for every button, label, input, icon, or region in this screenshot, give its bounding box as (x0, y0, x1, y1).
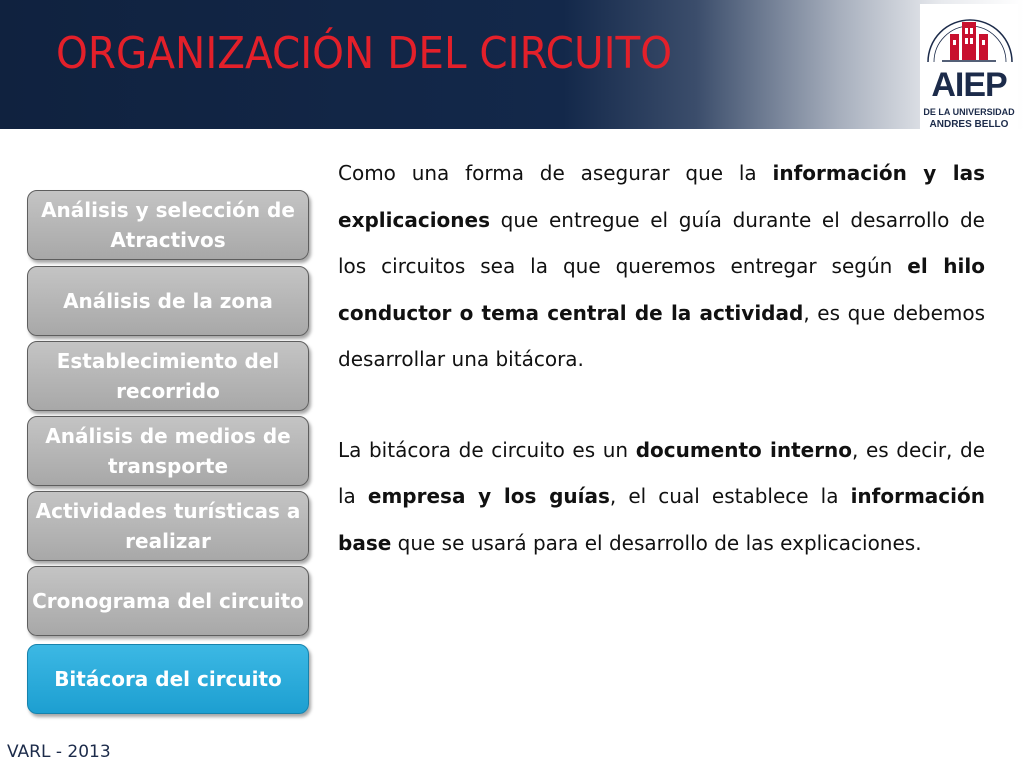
step-label: Establecimiento del recorrido (56, 349, 280, 403)
body-text (338, 150, 985, 566)
bold-run: el hilo conductor o tema central de la actividad (338, 254, 985, 325)
text-run: La bitácora de circuito es un (338, 437, 636, 462)
bold-run: documento interno (635, 437, 853, 462)
step-medios-transporte[interactable] (27, 416, 309, 486)
text-run: que entregue el guía durante el desarrollo de los circuitos sea la que queremos entregar según (338, 207, 985, 278)
header-banner (0, 0, 1024, 129)
paragraph-1 (338, 150, 985, 383)
step-label: Actividades turísticas a realizar (35, 499, 301, 553)
step-label: Análisis y selección de Atractivos (41, 198, 295, 252)
step-label: Bitácora del circuito (54, 667, 282, 691)
step-label: Análisis de la zona (63, 289, 273, 313)
step-bitacora-active[interactable] (27, 644, 309, 714)
step-analisis-zona[interactable] (27, 266, 309, 336)
step-establecimiento-recorrido[interactable] (27, 341, 309, 411)
slide-title: ORGANIZACIÓN DEL CIRCUITO (56, 28, 673, 79)
step-analisis-seleccion[interactable] (27, 190, 309, 260)
bold-run: información y las explicaciones (338, 161, 985, 232)
step-label: Análisis de medios de transporte (45, 424, 291, 478)
aiep-logo (920, 4, 1018, 129)
text-run: , el cual establece la (609, 484, 851, 508)
bold-run: empresa y los guías (367, 484, 610, 508)
text-run: , es decir, de la (338, 437, 985, 508)
logo-wordmark: AIEP (931, 66, 1007, 104)
paragraph-2 (338, 427, 985, 567)
text-run: que se usará para el desarrollo de las explicaciones. (391, 530, 922, 555)
step-actividades-turisticas[interactable] (27, 491, 309, 561)
text-run: , es que debemos desarrollar una bitácora. (338, 300, 986, 371)
bold-run: información base (338, 484, 985, 555)
step-cronograma[interactable] (27, 566, 309, 636)
logo-subtitle-line2: ANDRES BELLO (929, 119, 1009, 130)
logo-subtitle-line1: DE LA UNIVERSIDAD (923, 107, 1015, 117)
footer-credit: VARL - 2013 (7, 742, 111, 762)
text-run: Como una forma de asegurar que la (338, 161, 773, 185)
university-seal-icon (920, 4, 1018, 66)
step-label: Cronograma del circuito (32, 589, 304, 613)
